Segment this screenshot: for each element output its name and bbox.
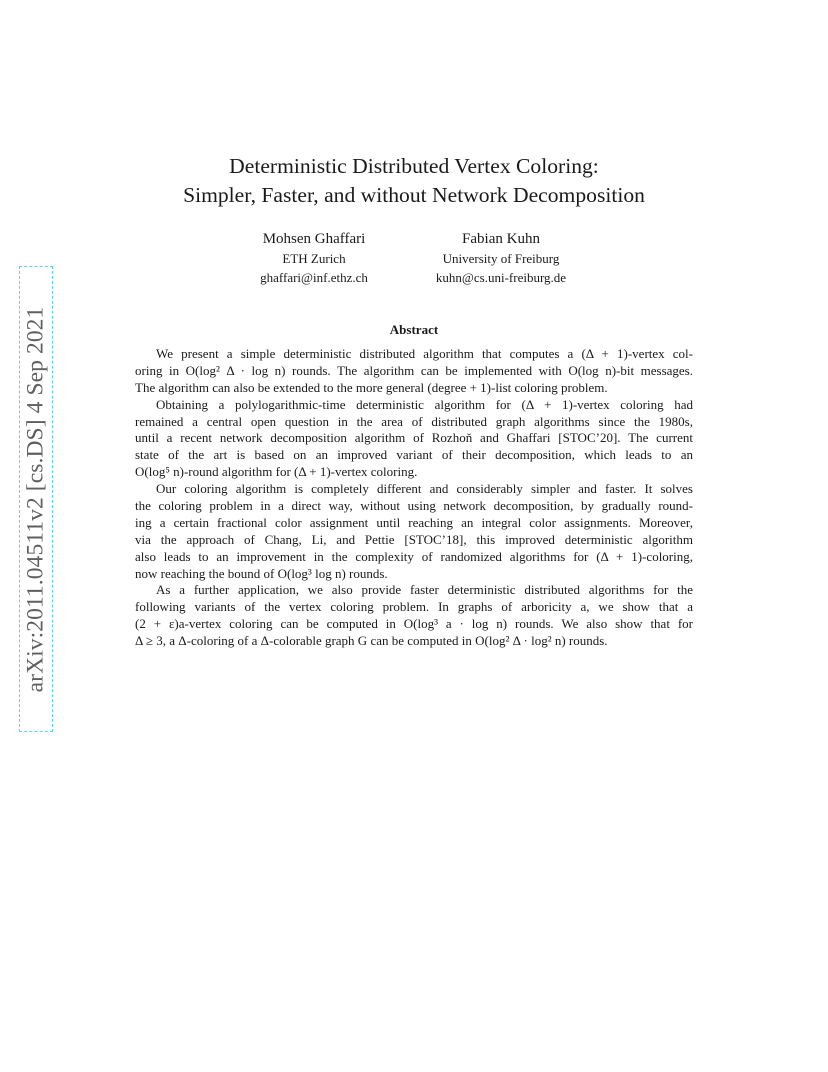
abstract-paragraph-3 xyxy=(135,481,693,582)
abstract-paragraph-1 xyxy=(135,346,693,397)
author-affiliation: ETH Zurich xyxy=(282,251,346,266)
abstract-line: also leads to an improvement in the complexity of randomized algorithms for (Δ + 1)-coloring, xyxy=(135,548,693,564)
abstract-body xyxy=(135,346,693,650)
abstract-paragraph-4 xyxy=(135,582,693,650)
abstract-line: remained a central open question in the area of distributed graph algorithms since the 1980s, xyxy=(135,413,693,429)
abstract-line: state of the art is based on an improved variant of their decomposition, which leads to an xyxy=(135,447,693,463)
abstract-line: the coloring problem in a direct way, without using network decomposition, by gradually round- xyxy=(135,498,693,514)
author-email: kuhn@cs.uni-freiburg.de xyxy=(435,270,567,285)
arxiv-identifier-stamp[interactable] xyxy=(19,266,53,732)
author-email: ghaffari@inf.ethz.ch xyxy=(260,270,368,285)
abstract-line: Δ ≥ 3, a Δ-coloring of a Δ-colorable graph G can be computed in O(log² Δ · log² n) rounds. xyxy=(135,633,608,649)
abstract-paragraph-2 xyxy=(135,397,693,481)
abstract-line: following variants of the vertex coloring problem. In graphs of arboricity a, we show that a xyxy=(135,599,693,615)
abstract-line: until a recent network decomposition algorithm of Rozhoň and Ghaffari [STOC’20]. The current xyxy=(135,430,693,446)
abstract-line: O(log⁵ n)-round algorithm for (Δ + 1)-vertex coloring. xyxy=(135,464,418,480)
author-name: Fabian Kuhn xyxy=(462,231,540,247)
title-line-1: Deterministic Distributed Vertex Coloring: xyxy=(229,154,599,178)
author-block-2 xyxy=(416,229,586,287)
abstract-line: oring in O(log² Δ · log n) rounds. The algorithm can be implemented with O(log n)-bit messages. xyxy=(135,362,693,378)
abstract-heading: Abstract xyxy=(389,322,439,337)
abstract-line: Obtaining a polylogarithmic-time deterministic algorithm for (Δ + 1)-vertex coloring had xyxy=(156,396,693,412)
author-block-1 xyxy=(234,229,394,287)
paper-title xyxy=(100,152,728,210)
abstract-line: As a further application, we also provide faster deterministic distributed algorithms for the xyxy=(156,582,693,598)
abstract-line: ing a certain fractional color assignment until reaching an integral color assignments. Moreover, xyxy=(135,514,693,530)
arxiv-identifier-text: arXiv:2011.04511v2 [cs.DS] 4 Sep 2021 xyxy=(22,306,49,692)
abstract-line: The algorithm can also be extended to the more general (degree + 1)-list coloring problem. xyxy=(135,379,608,395)
abstract-line: via the approach of Chang, Li, and Pettie [STOC’18], this improved deterministic algorithm xyxy=(135,531,693,547)
author-affiliation: University of Freiburg xyxy=(442,251,560,266)
author-name: Mohsen Ghaffari xyxy=(262,231,366,247)
abstract-line: We present a simple deterministic distributed algorithm that computes a (Δ + 1)-vertex col- xyxy=(156,346,693,361)
abstract-line: Our coloring algorithm is completely different and considerably simpler and faster. It solves xyxy=(156,481,693,497)
title-line-2: Simpler, Faster, and without Network Decomposition xyxy=(183,183,645,207)
abstract-line: (2 + ε)a-vertex coloring can be computed in O(log³ a · log n) rounds. We also show that for xyxy=(135,616,693,632)
abstract-line: now reaching the bound of O(log³ log n) rounds. xyxy=(135,565,388,581)
